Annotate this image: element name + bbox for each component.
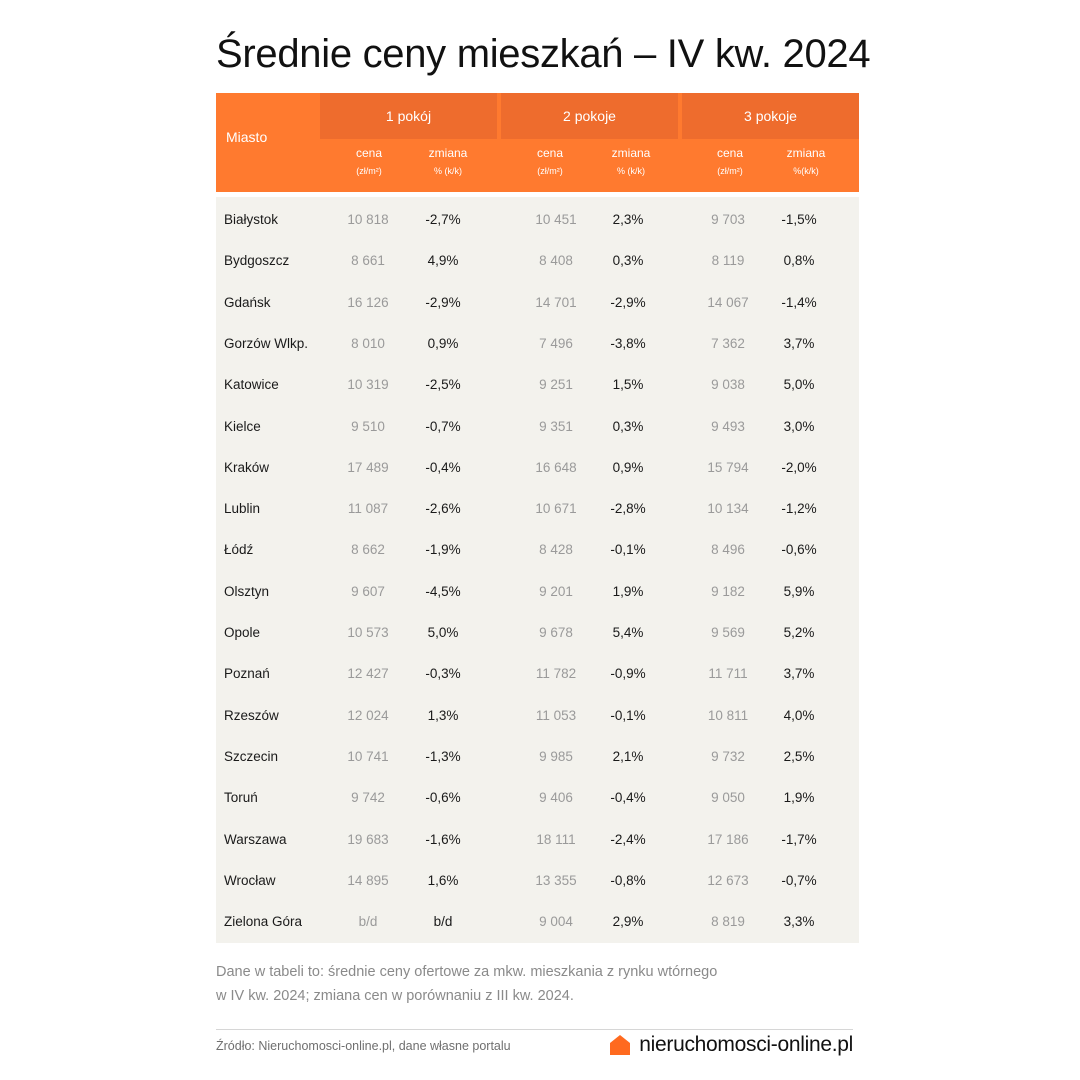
change-cell: -1,2% (781, 501, 817, 517)
header-group-1-room: 1 pokój (320, 93, 497, 139)
price-cell: 11 053 (535, 707, 577, 723)
change-cell: -0,3% (425, 666, 461, 682)
price-cell: 9 703 (711, 212, 745, 227)
header-city-label: Miasto (226, 129, 268, 145)
price-cell: 13 355 (535, 872, 577, 888)
price-cell: 8 428 (539, 542, 573, 558)
city-name: Wrocław (224, 872, 276, 888)
note-line: w IV kw. 2024; zmiana cen w porównaniu z III kw. 2024. (216, 988, 574, 1004)
header-group-2-rooms: 2 pokoje (501, 93, 678, 139)
table-row (216, 540, 859, 560)
price-cell: 8 496 (711, 542, 745, 558)
price-cell: 9 201 (539, 583, 573, 599)
price-cell: 19 683 (347, 831, 389, 847)
price-cell: 17 186 (707, 831, 749, 847)
price-cell: 9 732 (711, 748, 745, 764)
price-cell: 15 794 (707, 459, 749, 475)
change-cell: -2,7% (425, 212, 461, 227)
price-cell: 10 818 (347, 212, 389, 227)
change-cell: 5,4% (612, 625, 644, 640)
sub-unit: (zł/m²) (356, 166, 382, 176)
sub-label: zmiana (428, 146, 468, 160)
change-cell: -0,6% (781, 542, 817, 558)
change-cell: 1,9% (783, 790, 815, 806)
price-cell: 8 819 (711, 914, 745, 930)
change-cell: 5,9% (783, 583, 815, 599)
change-cell: 0,9% (427, 335, 459, 351)
table-row (216, 830, 859, 850)
change-cell: -2,0% (781, 459, 817, 475)
change-cell: -3,8% (610, 335, 646, 351)
price-cell: 10 134 (707, 501, 749, 517)
change-cell: -1,5% (781, 212, 817, 227)
change-cell: -1,4% (781, 294, 817, 310)
change-cell: 3,0% (783, 418, 815, 434)
change-cell: 5,0% (427, 625, 459, 640)
city-name: Białystok (224, 212, 279, 227)
change-cell: 2,1% (612, 748, 644, 764)
change-cell: 1,6% (427, 872, 459, 888)
city-name: Opole (224, 625, 261, 640)
price-cell: 9 742 (351, 790, 385, 806)
table-row (216, 582, 859, 602)
table-note (216, 960, 856, 1008)
city-name: Gdańsk (224, 294, 271, 310)
change-cell: -2,9% (425, 294, 461, 310)
price-cell: 8 010 (351, 335, 385, 351)
sub-label: cena (355, 146, 383, 160)
brand-logo (609, 1031, 853, 1059)
sub-label: zmiana (786, 146, 826, 160)
table-row (216, 375, 859, 395)
sub-label: zmiana (611, 146, 651, 160)
city-name: Toruń (224, 790, 258, 806)
price-cell: 10 319 (347, 377, 389, 393)
change-cell: 4,0% (783, 707, 815, 723)
city-name: Warszawa (224, 831, 287, 847)
price-cell: 10 451 (535, 212, 577, 227)
price-cell: 12 024 (347, 707, 389, 723)
table-row (216, 871, 859, 891)
price-cell: 7 362 (711, 335, 745, 351)
change-cell: -0,6% (425, 790, 461, 806)
change-cell: -1,9% (425, 542, 461, 558)
change-cell: 3,7% (783, 666, 815, 682)
note-line: Dane w tabeli to: średnie ceny ofertowe za mkw. mieszkania z rynku wtórnego (216, 964, 718, 980)
change-cell: 5,0% (783, 377, 815, 393)
page-title: Średnie ceny mieszkań – IV kw. 2024 (216, 32, 871, 76)
change-cell: 1,9% (612, 583, 644, 599)
price-cell: 16 126 (347, 294, 389, 310)
table-row (216, 251, 859, 271)
price-cell: 8 662 (351, 542, 385, 558)
change-cell: -2,8% (610, 501, 646, 517)
change-cell: b/d (433, 914, 453, 930)
table-row (216, 664, 859, 684)
change-cell: -0,8% (610, 872, 646, 888)
city-name: Łódź (224, 542, 254, 558)
price-cell: 9 406 (539, 790, 573, 806)
change-cell: 5,2% (783, 625, 815, 640)
change-cell: -2,4% (610, 831, 646, 847)
table-row (216, 788, 859, 808)
header-change-2 (586, 145, 676, 181)
price-cell: 9 607 (351, 583, 385, 599)
sub-label: cena (536, 146, 564, 160)
price-cell: 9 351 (539, 418, 573, 434)
price-cell: b/d (358, 914, 378, 930)
city-name: Poznań (224, 666, 270, 682)
city-name: Kielce (224, 418, 261, 434)
table-row (216, 912, 859, 932)
table-row (216, 499, 859, 519)
price-cell: 14 895 (347, 872, 389, 888)
price-cell: 10 573 (347, 625, 389, 640)
price-cell: 7 496 (539, 335, 573, 351)
price-cell: 16 648 (535, 459, 577, 475)
house-icon (609, 1034, 631, 1056)
sub-unit: %(k/k) (793, 166, 819, 176)
change-cell: -0,9% (610, 666, 646, 682)
price-cell: 8 119 (711, 253, 745, 269)
change-cell: -1,7% (781, 831, 817, 847)
change-cell: -1,3% (425, 748, 461, 764)
city-name: Szczecin (224, 748, 279, 764)
change-cell: -0,7% (781, 872, 817, 888)
price-cell: 9 678 (539, 625, 573, 640)
price-cell: 12 673 (707, 872, 749, 888)
header-price-1 (324, 145, 414, 181)
change-cell: -2,5% (425, 377, 461, 393)
city-name: Rzeszów (224, 707, 279, 723)
price-cell: 11 087 (347, 501, 389, 517)
price-cell: 9 251 (539, 377, 573, 393)
price-cell: 8 408 (539, 253, 573, 269)
header-change-1 (403, 145, 493, 181)
change-cell: -0,4% (610, 790, 646, 806)
price-cell: 10 741 (347, 748, 389, 764)
brand-name: nieruchomosci-online.pl (639, 1033, 853, 1056)
change-cell: 0,3% (612, 418, 644, 434)
change-cell: 0,3% (612, 253, 644, 269)
change-cell: -0,7% (425, 418, 461, 434)
footer-divider (216, 1029, 853, 1030)
change-cell: 2,9% (612, 914, 644, 930)
header-group-3-rooms: 3 pokoje (682, 93, 859, 139)
change-cell: 0,8% (783, 253, 815, 269)
change-cell: 0,9% (612, 459, 644, 475)
table-row (216, 293, 859, 313)
change-cell: -0,4% (425, 459, 461, 475)
change-cell: -1,6% (425, 831, 461, 847)
price-cell: 9 004 (539, 914, 573, 930)
change-cell: 4,9% (427, 253, 459, 269)
sub-unit: % (k/k) (617, 166, 645, 176)
change-cell: 2,3% (612, 212, 644, 227)
city-name: Kraków (224, 459, 270, 475)
price-cell: 9 038 (711, 377, 745, 393)
change-cell: 2,5% (783, 748, 815, 764)
price-cell: 9 985 (539, 748, 573, 764)
sub-unit: (zł/m²) (717, 166, 743, 176)
price-cell: 12 427 (347, 666, 389, 682)
change-cell: -2,9% (610, 294, 646, 310)
price-cell: 11 711 (708, 666, 748, 682)
price-cell: 9 493 (711, 418, 745, 434)
change-cell: -4,5% (425, 583, 461, 599)
header-change-3 (761, 145, 851, 181)
price-cell: 9 569 (711, 625, 745, 640)
price-cell: 9 050 (711, 790, 745, 806)
table-body (216, 197, 859, 943)
price-cell: 11 782 (535, 666, 577, 682)
table-header (216, 93, 859, 192)
price-cell: 18 111 (536, 831, 576, 847)
table-row (216, 747, 859, 767)
change-cell: -2,6% (425, 501, 461, 517)
sub-unit: % (k/k) (434, 166, 462, 176)
sub-unit: (zł/m²) (537, 166, 563, 176)
price-cell: 9 182 (711, 583, 745, 599)
price-cell: 10 811 (707, 707, 749, 723)
price-cell: 14 067 (707, 294, 749, 310)
table-row (216, 210, 859, 230)
price-cell: 8 661 (351, 253, 385, 269)
city-name: Lublin (224, 501, 261, 517)
change-cell: 1,5% (612, 377, 644, 393)
city-name: Zielona Góra (224, 914, 303, 930)
city-name: Gorzów Wlkp. (224, 335, 309, 351)
city-name: Katowice (224, 377, 279, 393)
change-cell: -0,1% (610, 542, 646, 558)
change-cell: 1,3% (427, 707, 459, 723)
price-cell: 17 489 (347, 459, 389, 475)
change-cell: 3,3% (783, 914, 815, 930)
table-row (216, 417, 859, 437)
source-text: Źródło: Nieruchomosci-online.pl, dane własne portalu (216, 1039, 511, 1053)
table-row (216, 623, 859, 643)
table-row (216, 706, 859, 726)
price-cell: 9 510 (351, 418, 385, 434)
price-cell: 10 671 (535, 501, 577, 517)
header-price-2 (505, 145, 595, 181)
table-row (216, 458, 859, 478)
table-row (216, 334, 859, 354)
city-name: Olsztyn (224, 583, 270, 599)
city-name: Bydgoszcz (224, 253, 290, 269)
sub-label: cena (716, 146, 744, 160)
price-cell: 14 701 (535, 294, 577, 310)
change-cell: -0,1% (610, 707, 646, 723)
change-cell: 3,7% (783, 335, 815, 351)
